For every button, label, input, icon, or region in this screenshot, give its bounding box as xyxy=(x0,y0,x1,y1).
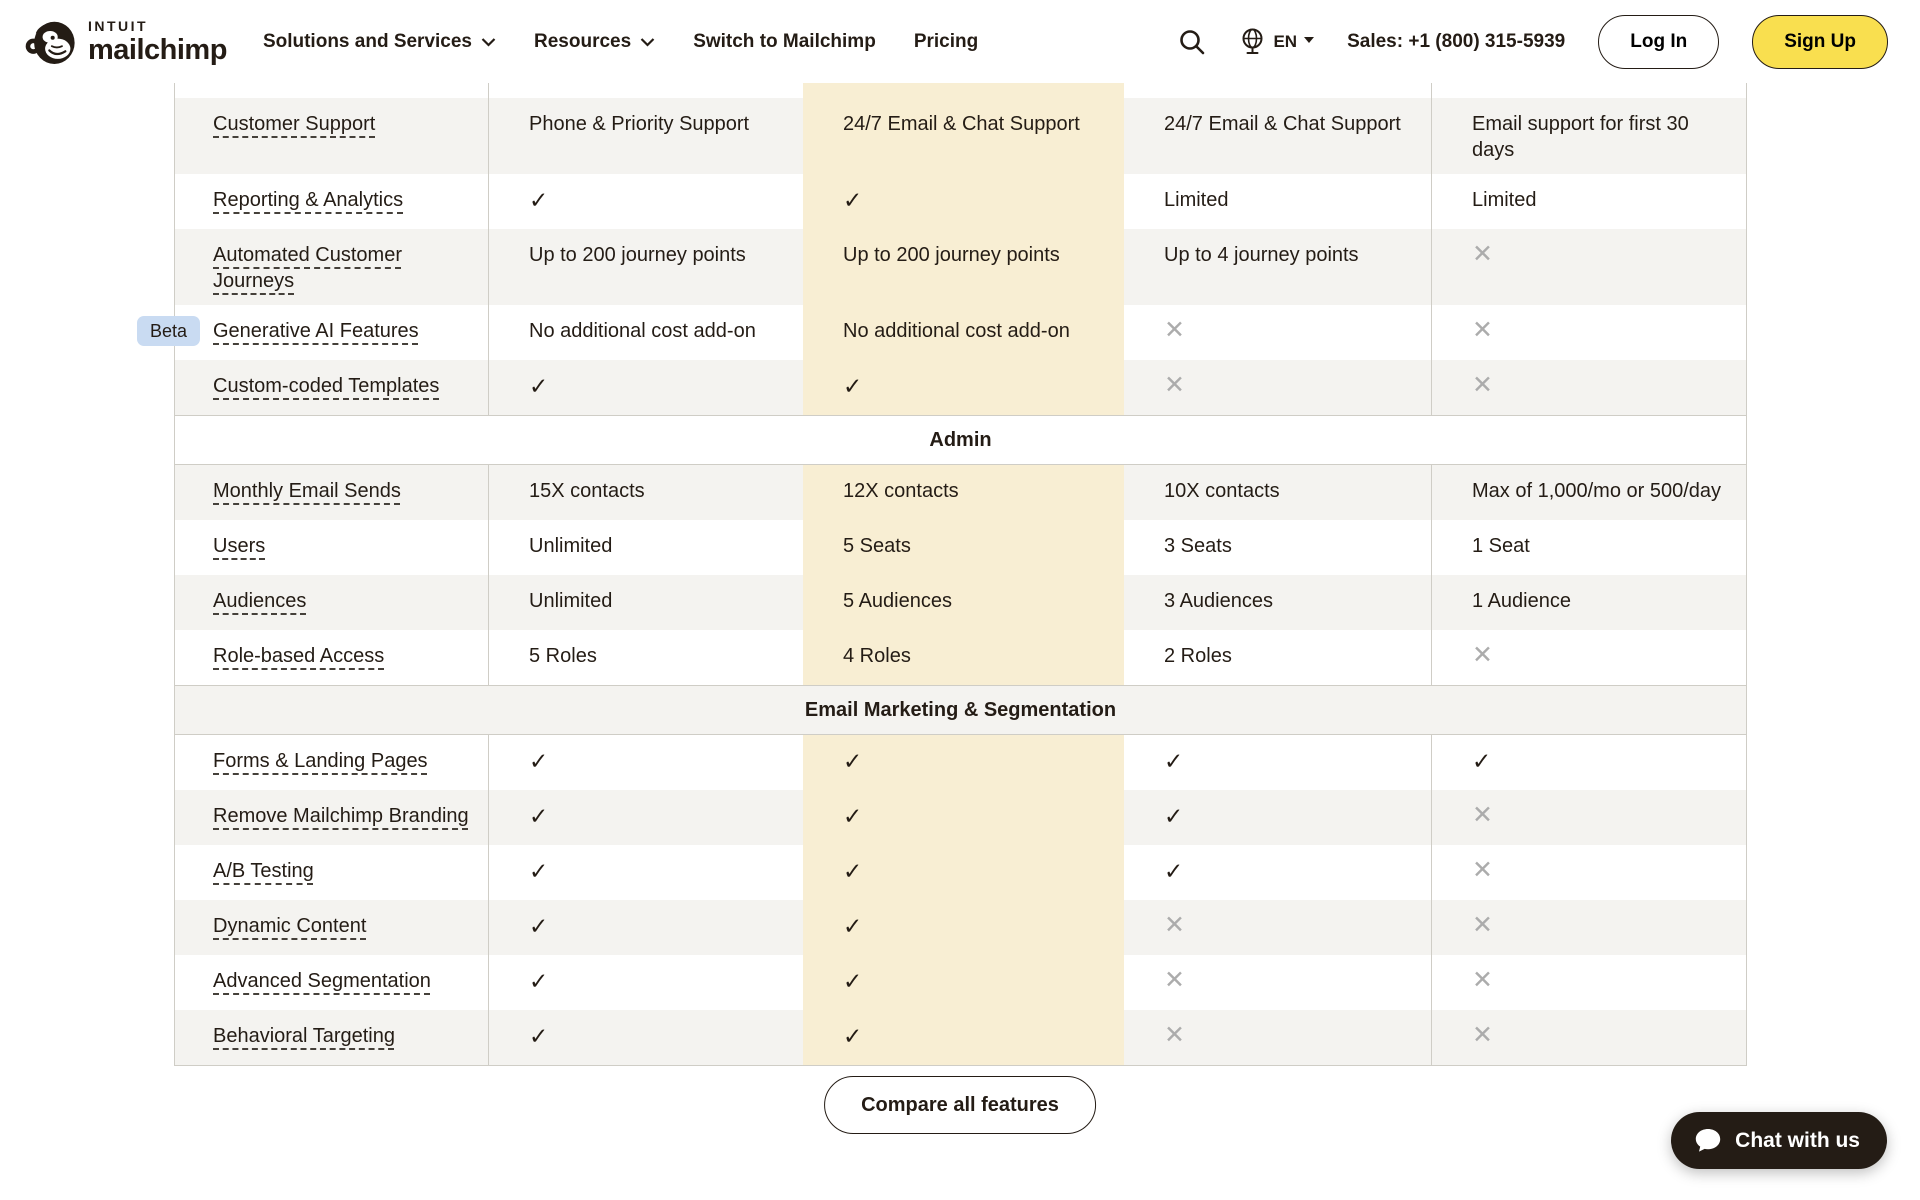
cell-standard: ✓ xyxy=(803,790,1124,845)
intuit-wordmark: INTUIT xyxy=(88,17,149,34)
sales-phone-link[interactable]: Sales: +1 (800) 315-5939 xyxy=(1347,30,1566,52)
chat-bubble-icon xyxy=(1694,1127,1722,1154)
cell-essentials: Up to 4 journey points xyxy=(1164,244,1359,266)
cell-free: ✕ xyxy=(1431,360,1747,415)
chat-with-us-button[interactable] xyxy=(1671,1112,1887,1169)
feature-name-cell xyxy=(150,305,488,360)
cell-essentials: ✕ xyxy=(1164,911,1185,939)
cell-premium: 15X contacts xyxy=(488,465,803,520)
cell-free: ✕ xyxy=(1431,790,1747,845)
feature-link[interactable]: Users xyxy=(213,535,266,557)
cell-premium: ✓ xyxy=(488,900,803,955)
cell-standard: Up to 200 journey points xyxy=(803,229,1124,305)
table-row xyxy=(175,630,1746,685)
feature-link[interactable]: Monthly Email Sends xyxy=(213,480,401,502)
cell-free: 1 Audience xyxy=(1431,575,1747,630)
cell-premium: ✓ xyxy=(488,955,803,1010)
feature-link[interactable]: A/B Testing xyxy=(213,860,314,882)
plan-comparison-table xyxy=(150,83,1747,1066)
nav-solutions-and-services[interactable]: Solutions and Services xyxy=(263,31,496,53)
cell-essentials: ✓ xyxy=(1164,803,1184,829)
feature-link[interactable]: Dynamic Content xyxy=(213,915,367,937)
table-row xyxy=(175,360,1746,415)
language-selector[interactable] xyxy=(1239,27,1314,56)
feature-name-cell xyxy=(175,845,488,900)
cell-essentials: ✕ xyxy=(1164,371,1185,399)
cell-free: ✕ xyxy=(1431,229,1747,305)
table-row xyxy=(175,900,1746,955)
cell-free: ✓ xyxy=(1431,735,1747,790)
beta-badge: Beta xyxy=(137,316,200,346)
table-row xyxy=(175,955,1746,1010)
feature-name-cell xyxy=(175,735,488,790)
feature-link[interactable]: Customer Support xyxy=(213,113,376,135)
signup-button[interactable]: Sign Up xyxy=(1752,15,1888,69)
cell-premium: No additional cost add-on xyxy=(488,305,803,360)
cell-standard: ✓ xyxy=(803,845,1124,900)
cell-essentials: ✓ xyxy=(1164,748,1184,774)
top-navbar xyxy=(0,0,1920,83)
feature-name-cell xyxy=(175,174,488,229)
cell-standard: 24/7 Email & Chat Support xyxy=(803,98,1124,174)
nav-resources[interactable]: Resources xyxy=(534,31,655,53)
cell-premium: 5 Roles xyxy=(488,630,803,685)
cell-essentials: ✕ xyxy=(1164,316,1185,344)
table-row xyxy=(175,735,1746,790)
cell-essentials: ✓ xyxy=(1164,858,1184,884)
cell-essentials: 3 Audiences xyxy=(1164,590,1273,612)
feature-link[interactable]: Reporting & Analytics xyxy=(213,189,404,211)
table-row xyxy=(175,845,1746,900)
feature-name-cell xyxy=(175,520,488,575)
cell-free: ✕ xyxy=(1431,630,1747,685)
cell-standard: ✓ xyxy=(803,900,1124,955)
table-row xyxy=(175,520,1746,575)
cell-essentials: 10X contacts xyxy=(1164,480,1280,502)
cell-premium: ✓ xyxy=(488,360,803,415)
feature-name-cell xyxy=(175,790,488,845)
cell-premium: ✓ xyxy=(488,845,803,900)
cell-free: Max of 1,000/mo or 500/day xyxy=(1431,465,1747,520)
feature-link[interactable]: Remove Mailchimp Branding xyxy=(213,805,469,827)
table-row xyxy=(175,465,1746,520)
cell-free: ✕ xyxy=(1431,305,1747,360)
cell-free: Limited xyxy=(1431,174,1747,229)
cell-essentials: 24/7 Email & Chat Support xyxy=(1164,113,1401,135)
nav-pricing[interactable]: Pricing xyxy=(913,30,979,52)
table-row xyxy=(150,305,1746,360)
feature-name-cell xyxy=(175,229,488,305)
cell-standard: 5 Audiences xyxy=(803,575,1124,630)
cell-standard: ✓ xyxy=(803,174,1124,229)
cell-free: ✕ xyxy=(1431,900,1747,955)
table-row xyxy=(175,790,1746,845)
feature-name-cell xyxy=(175,98,488,174)
cell-essentials: 2 Roles xyxy=(1164,645,1232,667)
cell-premium: ✓ xyxy=(488,1010,803,1065)
feature-name-cell xyxy=(175,360,488,415)
cell-standard: 12X contacts xyxy=(803,465,1124,520)
chat-label: Chat with us xyxy=(1735,1128,1860,1152)
feature-link[interactable]: Audiences xyxy=(213,590,307,612)
feature-link[interactable]: Custom-coded Templates xyxy=(213,375,440,397)
cell-essentials: ✕ xyxy=(1164,1021,1185,1049)
mailchimp-wordmark: mailchimp xyxy=(88,33,227,66)
cell-standard: ✓ xyxy=(803,1010,1124,1065)
feature-name-cell xyxy=(175,465,488,520)
cell-premium: Unlimited xyxy=(488,575,803,630)
table-section-header: Admin xyxy=(175,415,1746,465)
compare-all-features-button[interactable]: Compare all features xyxy=(824,1076,1096,1134)
cell-standard: ✓ xyxy=(803,360,1124,415)
search-button[interactable] xyxy=(1178,28,1206,56)
cell-standard: No additional cost add-on xyxy=(803,305,1124,360)
freddie-mascot-icon xyxy=(24,15,78,69)
search-icon xyxy=(1178,28,1206,56)
cell-essentials: ✕ xyxy=(1164,966,1185,994)
primary-nav xyxy=(263,31,978,53)
cell-essentials: Limited xyxy=(1164,189,1229,211)
mailchimp-logo[interactable] xyxy=(24,15,227,69)
table-row-partial xyxy=(175,83,1746,98)
feature-link[interactable]: Behavioral Targeting xyxy=(213,1025,395,1047)
table-row xyxy=(175,1010,1746,1065)
brand-wordmark xyxy=(88,19,227,65)
cell-premium: ✓ xyxy=(488,790,803,845)
cell-essentials: 3 Seats xyxy=(1164,535,1232,557)
cell-standard: ✓ xyxy=(803,955,1124,1010)
cell-premium: ✓ xyxy=(488,735,803,790)
feature-link[interactable]: Advanced Segmentation xyxy=(213,970,431,992)
chevron-down-icon xyxy=(640,37,655,47)
cell-free: ✕ xyxy=(1431,955,1747,1010)
cell-premium: Phone & Priority Support xyxy=(488,98,803,174)
feature-name-cell xyxy=(175,955,488,1010)
cell-free: ✕ xyxy=(1431,845,1747,900)
feature-link[interactable]: Automated Customer Journeys xyxy=(213,244,402,292)
cell-premium: ✓ xyxy=(488,174,803,229)
cell-premium: Unlimited xyxy=(488,520,803,575)
table-section-header: Email Marketing & Segmentation xyxy=(175,685,1746,735)
navbar-right-cluster xyxy=(1178,15,1888,69)
chevron-down-icon xyxy=(481,37,496,47)
nav-switch-to-mailchimp[interactable]: Switch to Mailchimp xyxy=(693,30,876,52)
feature-link[interactable]: Forms & Landing Pages xyxy=(213,750,428,772)
cell-premium: Up to 200 journey points xyxy=(488,229,803,305)
feature-name-cell xyxy=(175,575,488,630)
feature-link[interactable]: Generative AI Features xyxy=(213,320,419,342)
globe-icon xyxy=(1239,27,1266,56)
locale-code: EN xyxy=(1273,31,1298,51)
cell-standard: 5 Seats xyxy=(803,520,1124,575)
feature-name-cell xyxy=(175,1010,488,1065)
feature-link[interactable]: Role-based Access xyxy=(213,645,385,667)
table-row xyxy=(175,98,1746,174)
login-button[interactable]: Log In xyxy=(1598,15,1719,69)
table-row xyxy=(175,229,1746,305)
caret-down-icon xyxy=(1304,37,1314,43)
feature-name-cell xyxy=(175,630,488,685)
table-row xyxy=(175,575,1746,630)
cell-free: Email support for first 30 days xyxy=(1431,98,1747,174)
feature-name-cell xyxy=(175,900,488,955)
cell-standard: ✓ xyxy=(803,735,1124,790)
table-row xyxy=(175,174,1746,229)
cell-standard: 4 Roles xyxy=(803,630,1124,685)
cell-free: 1 Seat xyxy=(1431,520,1747,575)
cell-free: ✕ xyxy=(1431,1010,1747,1065)
